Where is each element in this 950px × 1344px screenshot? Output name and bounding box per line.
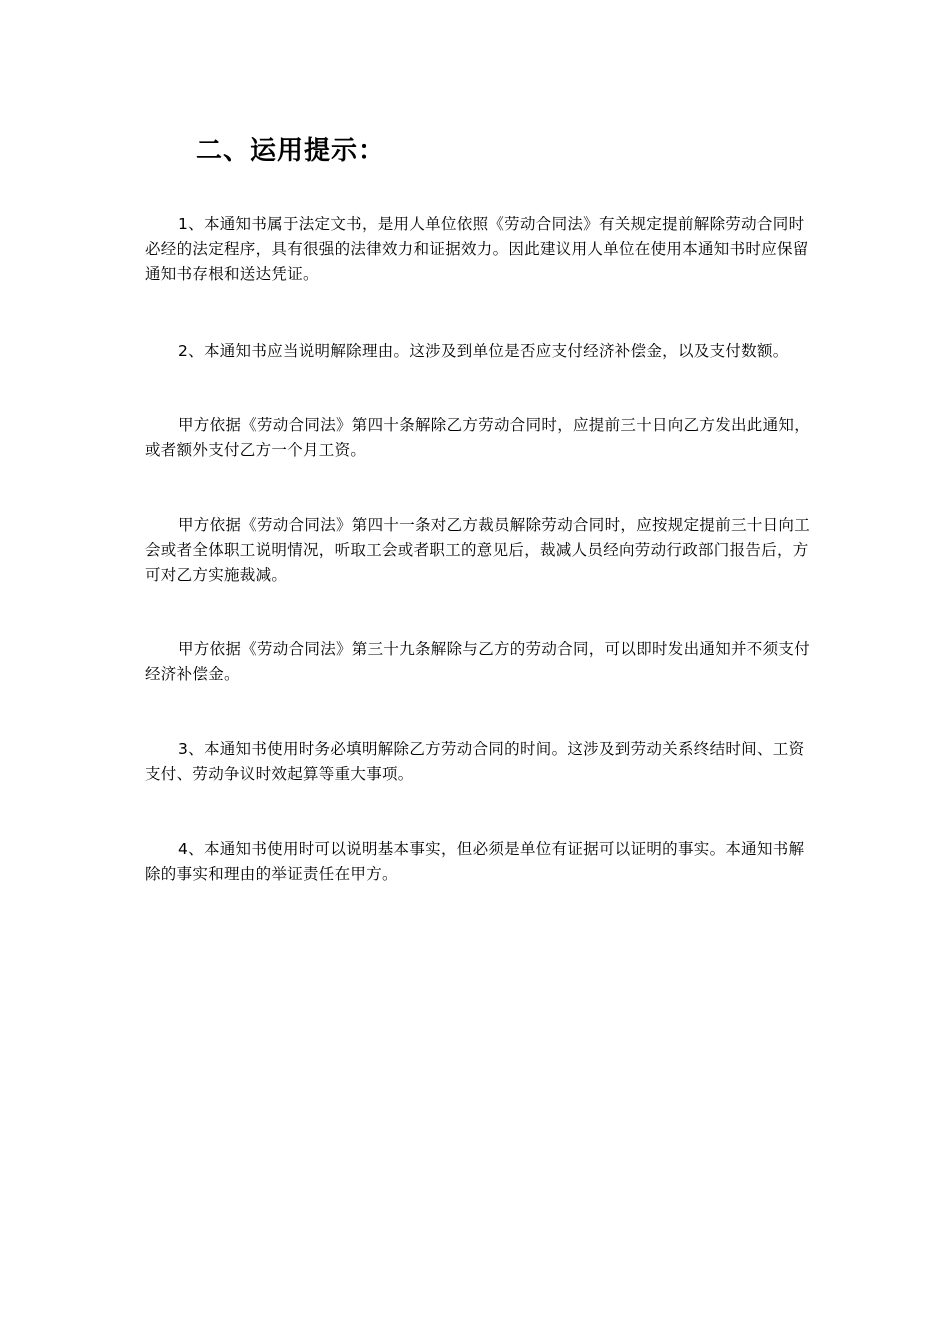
paragraph-2: 2、本通知书应当说明解除理由。这涉及到单位是否应支付经济补偿金，以及支付数额。 bbox=[178, 342, 789, 360]
paragraph-article-40: 甲方依据《劳动合同法》第四十条解除乙方劳动合同时，应提前三十日向乙方发出此通知，或者额外支付乙方一个月工资。 bbox=[145, 416, 811, 459]
paragraph-article-39: 甲方依据《劳动合同法》第三十九条解除与乙方的劳动合同，可以即时发出通知并不须支付经济补偿金。 bbox=[145, 640, 811, 683]
paragraph-4: 4、本通知书使用时可以说明基本事实，但必须是单位有证据可以证明的事实。本通知书解除的事实和理由的举证责任在甲方。 bbox=[145, 840, 805, 883]
paragraph-3: 3、本通知书使用时务必填明解除乙方劳动合同的时间。这涉及到劳动关系终结时间、工资支付、劳动争议时效起算等重大事项。 bbox=[145, 740, 805, 783]
paragraph-1: 1、本通知书属于法定文书，是用人单位依照《劳动合同法》有关规定提前解除劳动合同时必经的法定程序，具有很强的法律效力和证据效力。因此建议用人单位在使用本通知书时应保留通知书存根和送达凭证。 bbox=[145, 215, 809, 283]
section-heading: 二、运用提示： bbox=[196, 136, 386, 166]
paragraph-article-41: 甲方依据《劳动合同法》第四十一条对乙方裁员解除劳动合同时，应按规定提前三十日向工会或者全体职工说明情况，听取工会或者职工的意见后，裁减人员经向劳动行政部门报告后，方可对乙方实施裁减。 bbox=[145, 516, 811, 584]
